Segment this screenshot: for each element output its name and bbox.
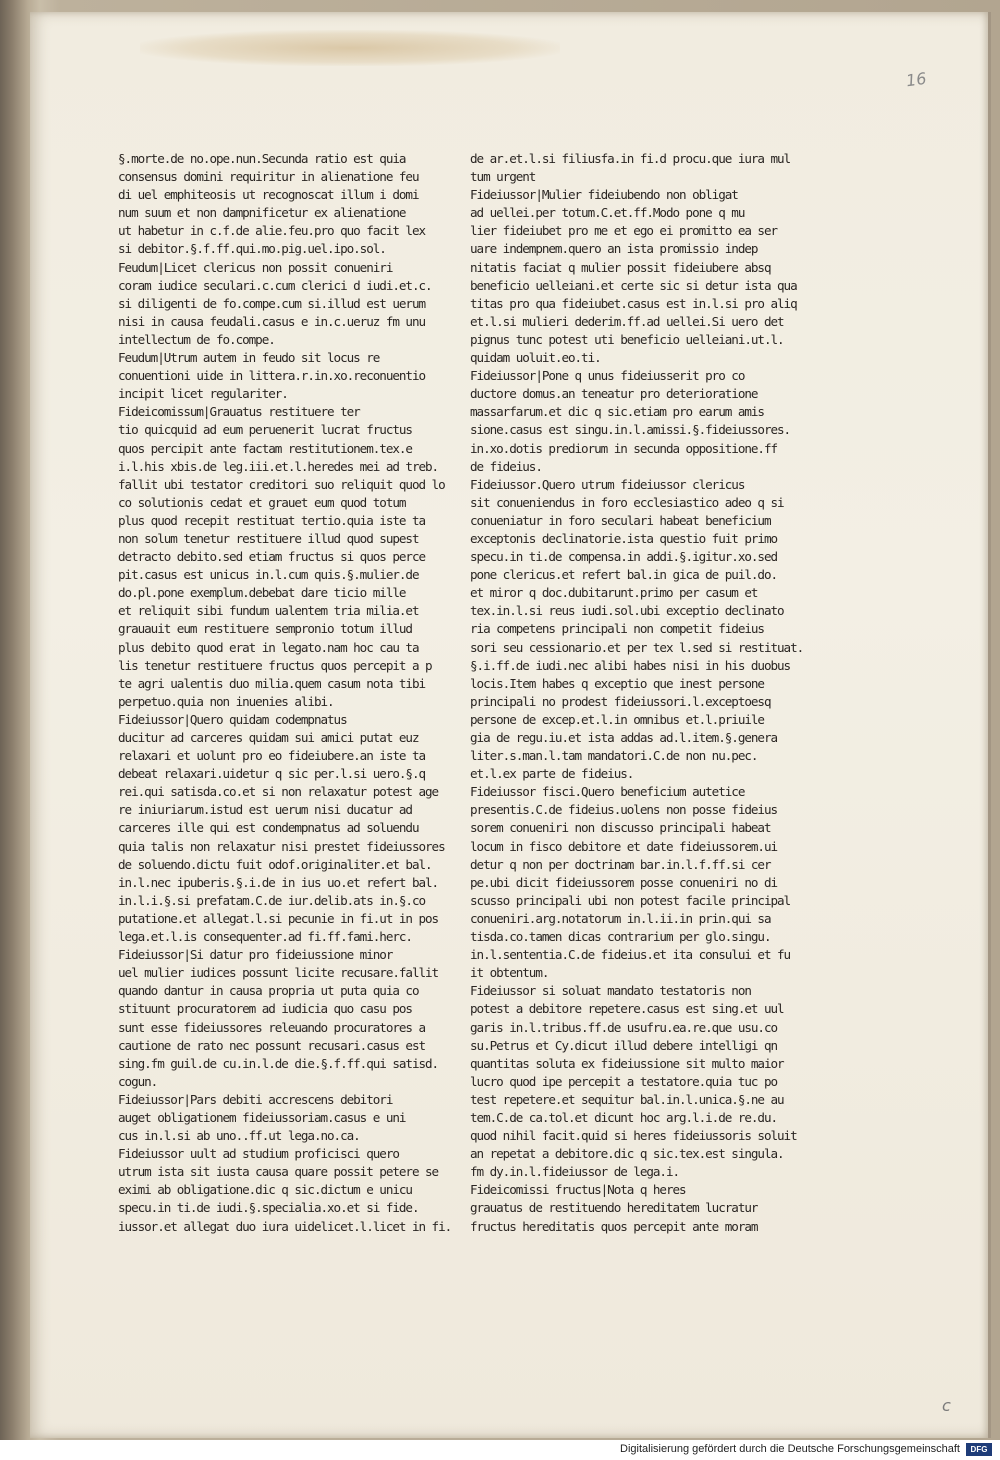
text-line: liter.s.man.l.tam mandatori.C.de non nu.pec. — [470, 748, 758, 764]
text-line: quidam uoluit.eo.ti. — [470, 350, 601, 366]
text-line: auget obligationem fideiussoriam.casus e uni — [118, 1109, 406, 1125]
text-line: stituunt procuratorem ad iudicia quo casu pos — [118, 1001, 412, 1017]
text-line: et.l.si mulieri dederim.ff.ad uellei.Si uero det — [470, 313, 784, 329]
text-line: titas pro qua fideiubet.casus est in.l.si pro aliq — [470, 295, 797, 311]
text-line: cus in.l.si ab uno..ff.ut lega.no.ca. — [118, 1128, 360, 1144]
text-line: pignus tunc potest uti beneficio uelleiani.ut.l. — [470, 331, 784, 347]
text-line: Fideicomissi fructus|Nota q heres — [470, 1182, 686, 1198]
text-line: di uel emphiteosis ut recognoscat illum i domi — [118, 187, 419, 203]
text-line: in.l.sententia.C.de fideius.et ita consului et fu — [470, 947, 791, 963]
text-line: sione.casus est singu.in.l.amissi.§.fideiussores. — [470, 422, 791, 438]
text-line: Fideiussor|Pone q unus fideiusserit pro co — [470, 368, 745, 384]
text-line: detracto debito.sed etiam fructus si quos perce — [118, 549, 426, 565]
text-line: ria competens principali non competit fideius — [470, 621, 764, 637]
text-line: carceres ille qui est condempnatus ad soluendu — [118, 820, 419, 836]
left-text-column — [118, 150, 452, 1236]
text-line: sing.fm guil.de cu.in.l.de die.§.f.ff.qui satisd. — [118, 1055, 439, 1071]
text-line: putatione.et allegat.l.si pecunie in fi.ut in pos — [118, 910, 439, 926]
text-line: cogun. — [118, 1073, 158, 1089]
text-line: uel mulier iudices possunt licite recusare.fallit — [118, 965, 439, 981]
text-line: re iniuriarum.istud est uerum nisi ducatur ad — [118, 802, 412, 818]
text-line: coram iudice seculari.c.cum clerici d iudi.et.c. — [118, 277, 432, 293]
text-line: ducitur ad carceres quidam sui amici putat euz — [118, 730, 419, 745]
text-line: plus debito quod erat in legato.nam hoc cau ta — [118, 639, 419, 655]
text-line: fm dy.in.l.fideiussor de lega.i. — [470, 1164, 680, 1180]
text-line: Fideiussor|Pars debiti accrescens debitori — [118, 1091, 393, 1107]
text-line: de fideius. — [470, 458, 542, 474]
text-line: pone clericus.et refert bal.in gica de puil.do. — [470, 567, 778, 583]
text-line: perpetuo.quia non inuenies alibi. — [118, 693, 334, 709]
text-line: grauauit eum restituere sempronio totum illud — [118, 621, 412, 637]
text-line: quod nihil facit.quid si heres fideiussoris soluit — [470, 1128, 797, 1144]
text-line: pe.ubi dicit fideiussorem posse conueniri no di — [470, 874, 778, 890]
text-line: utrum ista sit iusta causa quare possit petere se — [118, 1164, 439, 1180]
text-line: tem.C.de ca.tol.et dicunt hoc arg.l.i.de re.du. — [470, 1109, 778, 1125]
text-line: do.pl.pone exemplum.debebat dare ticio mille — [118, 585, 406, 601]
text-line: non solum tenetur restituere illud quod supest — [118, 530, 419, 546]
text-line: eximi ab obligatione.dic q sic.dictum e unicu — [118, 1182, 412, 1198]
text-line: Fideiussor fisci.Quero beneficium autetice — [470, 784, 745, 800]
text-line: num suum et non dampnificetur ex alienatione — [118, 205, 406, 221]
text-line: tisda.co.tamen dicas contrarium per glo.singu. — [470, 929, 771, 945]
water-stain — [140, 30, 560, 66]
digitization-credit: Digitalisierung gefördert durch die Deutsche Forschungsgemeinschaft — [620, 1443, 960, 1455]
text-line: de ar.et.l.si filiusfa.in fi.d procu.que iura mul — [470, 151, 791, 166]
text-line: uare indempnem.quero an ista promissio indep — [470, 241, 758, 257]
text-line: Fideiussor.Quero utrum fideiussor clericus — [470, 476, 745, 492]
text-line: an repetat a debitore.dic q sic.tex.est singula. — [470, 1146, 784, 1162]
text-line: ductore domus.an teneatur pro deterioratione — [470, 386, 758, 402]
text-line: it obtentum. — [470, 965, 549, 981]
text-line: §.morte.de no.ope.nun.Secunda ratio est quia — [118, 151, 406, 166]
text-line: et reliquit sibi fundum ualentem tria milia.et — [118, 603, 419, 619]
text-line: conueniri.arg.notatorum in.l.ii.in prin.qui sa — [470, 910, 771, 926]
text-line: fallit ubi testator creditori suo reliquit quod lo — [118, 476, 445, 492]
text-line: massarfarum.et dic q sic.etiam pro earum amis — [470, 404, 764, 420]
text-line: ut habetur in c.f.de alie.feu.pro quo facit lex — [118, 223, 426, 239]
text-line: su.Petrus et Cy.dicut illud debere intelligi qn — [470, 1037, 778, 1053]
text-line: nisi in causa feudali.casus e in.c.ueruz fm unu — [118, 313, 426, 329]
text-line: co solutionis cedat et grauet eum quod totum — [118, 494, 406, 510]
text-line: intellectum de fo.compe. — [118, 331, 275, 347]
text-line: Fideicomissum|Grauatus restituere ter — [118, 404, 360, 420]
text-line: in.l.nec ipuberis.§.i.de in ius uo.et refert bal. — [118, 874, 439, 890]
text-line: Fideiussor|Mulier fideiubendo non obligat — [470, 187, 738, 203]
text-line: tio quicquid ad eum peruenerit lucrat fructus — [118, 422, 412, 438]
text-line: gia de regu.iu.et ista addas ad.l.item.§.genera — [470, 730, 778, 745]
text-line: sunt esse fideiussores releuando procuratores a — [118, 1019, 426, 1035]
text-line: principali no prodest fideiussori.l.exceptoesq — [470, 693, 771, 709]
text-line: Feudum|Utrum autem in feudo sit locus re — [118, 350, 380, 366]
text-line: quia talis non relaxatur nisi prestet fideiussores — [118, 838, 445, 854]
text-line: de soluendo.dictu fuit odof.originaliter.et bal. — [118, 856, 432, 872]
text-line: conueniatur in foro seculari habeat beneficium — [470, 512, 771, 528]
text-line: cautione de rato nec possunt recusari.casus est — [118, 1037, 426, 1053]
text-line: specu.in ti.de iudi.§.specialia.xo.et si fide. — [118, 1200, 419, 1216]
text-line: lis tenetur restituere fructus quos percepit a p — [118, 657, 432, 673]
text-line: incipit licet regulariter. — [118, 386, 288, 402]
text-line: lega.et.l.is consequenter.ad fi.ff.fami.herc. — [118, 929, 412, 945]
text-line: Feudum|Licet clericus non possit conueniri — [118, 259, 393, 275]
text-line: locis.Item habes q exceptio que inest persone — [470, 675, 764, 691]
text-line: sori seu cessionario.et per tex l.sed si restituat. — [470, 639, 804, 655]
text-line: tum urgent — [470, 169, 536, 185]
text-line: potest a debitore repetere.casus est sing.et uul — [470, 1001, 784, 1017]
text-line: si debitor.§.f.ff.qui.mo.pig.uel.ipo.sol. — [118, 241, 386, 257]
text-line: locum in fisco debitore et date fideiussorem.ui — [470, 838, 778, 854]
text-line: tex.in.l.si reus iudi.sol.ubi exceptio declinato — [470, 603, 784, 619]
text-line: test repetere.et sequitur bal.in.l.unica.§.ne au — [470, 1091, 784, 1107]
text-line: Fideiussor|Quero quidam codempnatus — [118, 711, 347, 727]
text-line: grauatus de restituendo hereditatem lucratur — [470, 1200, 758, 1216]
text-line: fructus hereditatis quos percepit ante moram — [470, 1218, 758, 1234]
text-line: specu.in ti.de compensa.in addi.§.igitur.xo.sed — [470, 549, 778, 565]
text-line: beneficio uelleiani.et certe sic si detur ista qua — [470, 277, 797, 293]
text-line: Fideiussor|Si datur pro fideiussione minor — [118, 947, 393, 963]
text-line: §.i.ff.de iudi.nec alibi habes nisi in his duobus — [470, 657, 791, 673]
text-line: persone de excep.et.l.in omnibus et.l.priuile — [470, 711, 764, 727]
dfg-logo: DFG — [966, 1443, 992, 1456]
text-line: pit.casus est unicus in.l.cum quis.§.mulier.de — [118, 567, 419, 583]
text-line: conuentioni uide in littera.r.in.xo.reconuentio — [118, 368, 426, 384]
text-line: et.l.ex parte de fideius. — [470, 766, 634, 782]
text-line: sit conueniendus in foro ecclesiastico adeo q si — [470, 494, 784, 510]
text-line: sorem conueniri non discusso principali habeat — [470, 820, 771, 836]
text-line: garis in.l.tribus.ff.de usufru.ea.re.que usu.co — [470, 1019, 778, 1035]
text-line: exceptonis declinatorie.ista questio fuit primo — [470, 530, 778, 546]
text-line: lier fideiubet pro me et ego ei promitto ea ser — [470, 223, 778, 239]
text-line: quando dantur in causa propria ut puta quia co — [118, 983, 419, 999]
text-line: in.l.i.§.si prefatam.C.de iur.delib.ats in.§.co — [118, 892, 426, 908]
right-text-column — [470, 150, 804, 1236]
text-line: ad uellei.per totum.C.et.ff.Modo pone q mu — [470, 205, 745, 221]
text-line: et miror q doc.dubitarunt.primo per casum et — [470, 585, 758, 601]
text-line: consensus domini requiritur in alienatione feu — [118, 169, 419, 185]
text-line: rei.qui satisda.co.et si non relaxatur potest age — [118, 784, 439, 800]
text-line: iussor.et allegat duo iura uidelicet.l.licet in fi. — [118, 1218, 452, 1234]
text-line: Fideiussor uult ad studium proficisci quero — [118, 1146, 399, 1162]
text-line: plus quod recepit restituat tertio.quia iste ta — [118, 512, 426, 528]
text-line: presentis.C.de fideius.uolens non posse fideius — [470, 802, 778, 818]
text-line: lucro quod ipe percepit a testatore.quia tuc po — [470, 1073, 778, 1089]
text-line: te agri ualentis duo milia.quem casum nota tibi — [118, 675, 426, 691]
text-line: scusso principali ubi non potest facile principal — [470, 892, 791, 908]
text-line: Fideiussor si soluat mandato testatoris non — [470, 983, 751, 999]
text-line: relaxari et uolunt pro eo fideiubere.an iste ta — [118, 748, 426, 764]
text-line: detur q non per doctrinam bar.in.l.f.ff.si cer — [470, 856, 771, 872]
text-line: nitatis faciat q mulier possit fideiubere absq — [470, 259, 771, 275]
text-line: quantitas soluta ex fideiussione sit multo maior — [470, 1055, 784, 1071]
signature-mark: c — [942, 1396, 951, 1415]
text-line: in.xo.dotis prediorum in secunda oppositione.ff — [470, 440, 778, 456]
text-line: quos percipit ante factam restitutionem.tex.e — [118, 440, 412, 456]
text-line: si diligenti de fo.compe.cum si.illud est uerum — [118, 295, 426, 311]
folio-number: 16 — [904, 68, 928, 91]
text-line: i.l.his xbis.de leg.iii.et.l.heredes mei ad treb. — [118, 458, 439, 474]
text-line: debeat relaxari.uidetur q sic per.l.si uero.§.q — [118, 766, 426, 782]
